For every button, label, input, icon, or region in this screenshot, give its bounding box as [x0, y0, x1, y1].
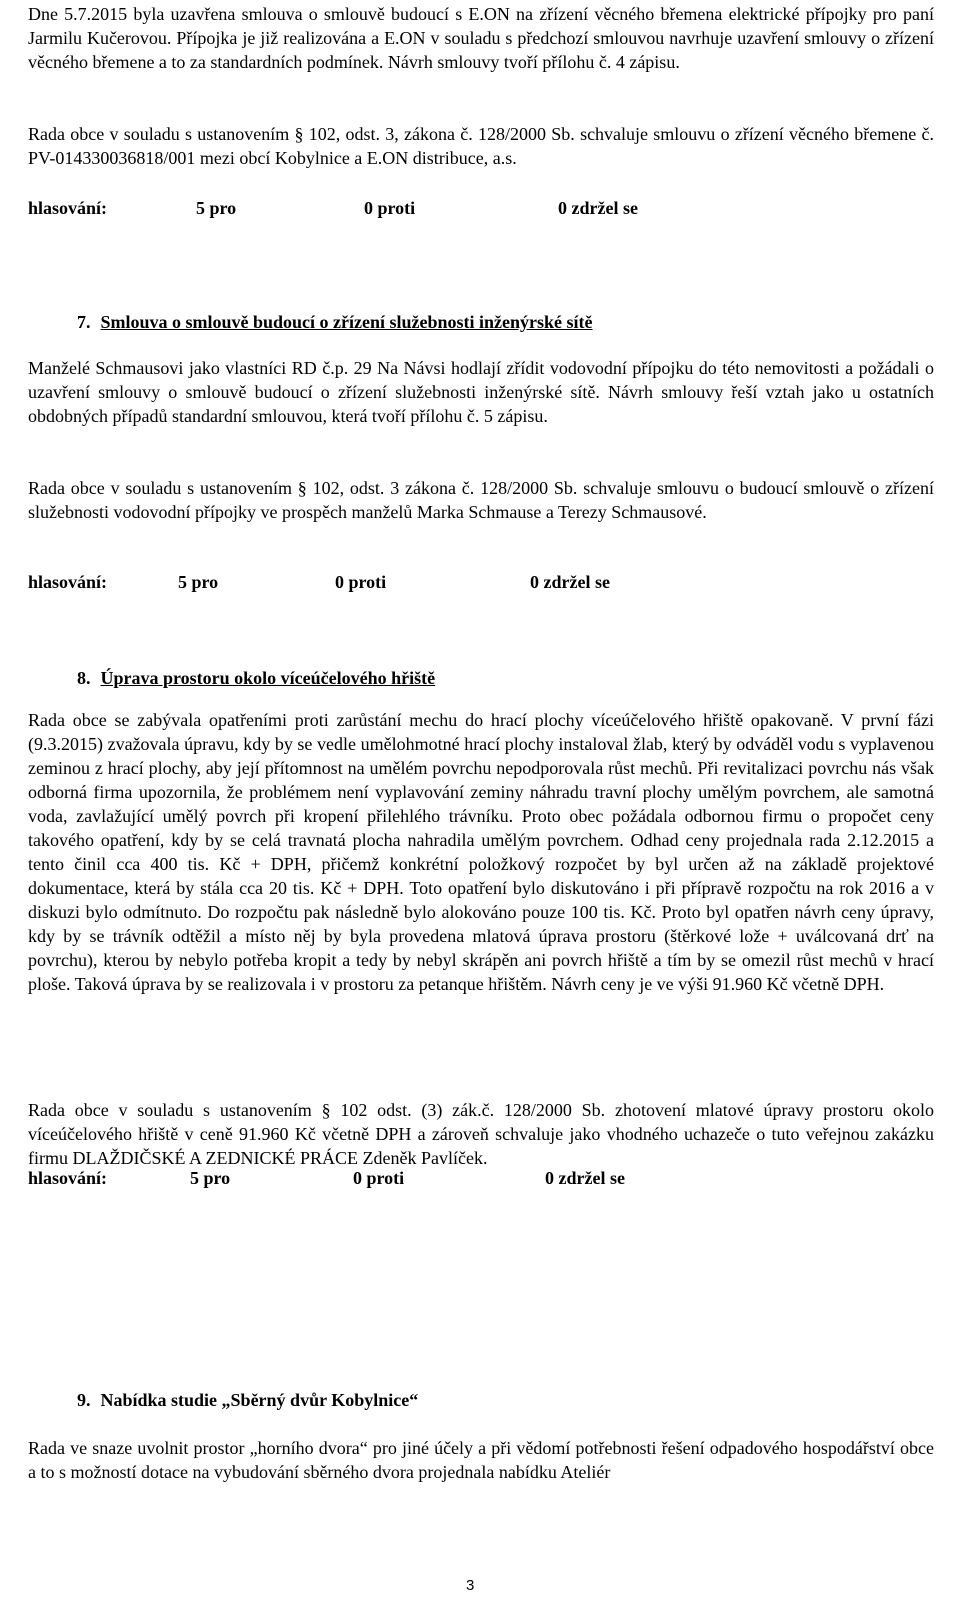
section-9-number: 9. [77, 1390, 91, 1410]
vote-zdrzel: 0 zdržel se [545, 1168, 625, 1188]
vote-proti: 0 proti [353, 1168, 405, 1188]
section-8-title: Úprava prostoru okolo víceúčelového hřiště [100, 668, 436, 688]
vote-pro: 5 pro [196, 198, 237, 218]
vote-zdrzel: 0 zdržel se [558, 198, 638, 218]
vote-zdrzel: 0 zdržel se [530, 572, 610, 592]
section-8-resolution: Rada obce v souladu s ustanovením § 102 odst. (3) zák.č. 128/2000 Sb. zhotovení mlatové úpravy prostoru okolo víceúčelového hřiště v ceně 91.960 Kč včetně DPH a zároveň schvaluje jako vhodného uchazeče o tuto veřejnou zakázku firmu DLAŽDIČSKÉ A ZEDNICKÉ PRÁCE Zdeněk Pavlíček. [28, 1100, 934, 1168]
intro-paragraph: Dne 5.7.2015 byla uzavřena smlouva o smlouvě budoucí s E.ON na zřízení věcného břemena elektrické přípojky pro paní Jarmilu Kučerovou. Přípojka je již realizována a E.ON v souladu s předchozí smlouvou navrhuje uzavření smlouvy o zřízení věcného břemene a to za standardních podmínek. Návrh smlouvy tvoří přílohu č. 4 zápisu. [28, 4, 934, 72]
section-8-number: 8. [77, 668, 91, 688]
section-9-title: Nabídka studie „Sběrný dvůr Kobylnice“ [100, 1390, 419, 1410]
section-7-number: 7. [77, 312, 91, 332]
vote-pro: 5 pro [190, 1168, 231, 1188]
page-number: 3 [466, 1577, 475, 1594]
section-8-paragraph: Rada obce se zabývala opatřeními proti zarůstání mechu do hrací plochy víceúčelového hřiště opakovaně. V první fázi (9.3.2015) zvažovala úpravu, kdy by se vedle umělohmotné hrací plochy instaloval žlab, který by odváděl vodu s vyplavenou zeminou z hrací plochy, aby její přítomnost na umělém povrchu nepodporovala růst mechů. Při revitalizaci povrchu nás však odborná firma upozornila, že problémem není vyplavování zeminy náhradu travní plochy umělým povrchem, ale samotná voda, zavlažující umělý povrch při kropení přilehlého trávníku. Proto obec požádala odbornou firmu o propočet ceny takového opatření, kdy by se celá travnatá plocha nahradila umělým povrchem. Odhad ceny projednala rada 2.12.2015 a tento činil cca 400 tis. Kč + DPH, přičemž konkrétní položkový rozpočet by byl určen až na základě projektové dokumentace, která by stála cca 20 tis. Kč + DPH. Toto opatření bylo diskutováno i při přípravě rozpočtu na rok 2016 a v diskuzi bylo odmítnuto. Do rozpočtu pak následně bylo alokováno pouze 100 tis. Kč. Proto byl opatřen návrh ceny úpravy, kdy by se trávník odtěžil a místo něj by byla provedena mlatová úprava prostoru (štěrkové lože + uválcovaná drť na povrchu), kterou by nebylo potřeba kropit a tedy by nebyl skrápěn ani povrch hřiště a tím by se omezil růst mechů v hrací ploše. Taková úprava by se realizovala i v prostoru za petanque hřištěm. Návrh ceny je ve výši 91.960 Kč včetně DPH. [28, 710, 934, 994]
section-8-heading [77, 666, 435, 690]
section-9-paragraph: Rada ve snaze uvolnit prostor „horního dvora“ pro jiné účely a při vědomí potřebnosti řešení odpadového hospodářství obce a to s možností dotace na vybudování sběrného dvora projednala nabídku Ateliér [28, 1438, 934, 1482]
vote-label: hlasování: [28, 572, 108, 592]
section-9-heading [77, 1388, 418, 1412]
section-7-paragraph: Manželé Schmausovi jako vlastníci RD č.p. 29 Na Návsi hodlají zřídit vodovodní přípojku do této nemovitosti a požádali o uzavření smlouvy o smlouvě budoucí o zřízení služebnosti inženýrské sítě. Návrh smlouvy řeší vztah jako u ostatních obdobných případů standardní smlouvou, která tvoří přílohu č. 5 zápisu. [28, 358, 934, 426]
vote-label: hlasování: [28, 1168, 108, 1188]
vote-proti: 0 proti [364, 198, 416, 218]
section-7-resolution: Rada obce v souladu s ustanovením § 102, odst. 3 zákona č. 128/2000 Sb. schvaluje smlouvu o budoucí smlouvě o zřízení služebnosti vodovodní přípojky ve prospěch manželů Marka Schmause a Terezy Schmausové. [28, 478, 934, 522]
vote-proti: 0 proti [335, 572, 387, 592]
vote-label: hlasování: [28, 198, 108, 218]
intro-resolution: Rada obce v souladu s ustanovením § 102, odst. 3, zákona č. 128/2000 Sb. schvaluje smlouvu o zřízení věcného břemene č. PV-014330036818/001 mezi obcí Kobylnice a E.ON distribuce, a.s. [28, 124, 934, 168]
section-7-heading [77, 310, 593, 334]
vote-pro: 5 pro [178, 572, 219, 592]
section-7-title: Smlouva o smlouvě budoucí o zřízení služebnosti inženýrské sítě [100, 312, 593, 332]
